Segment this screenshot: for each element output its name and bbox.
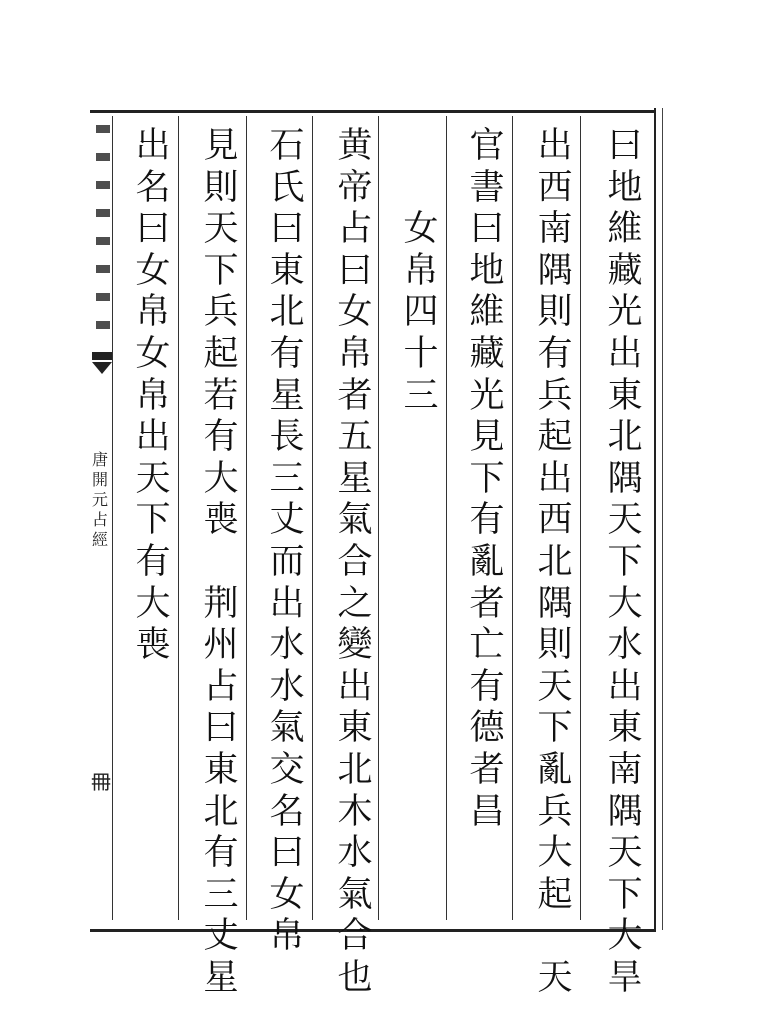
glyph: 下 xyxy=(135,500,171,541)
glyph: 有 xyxy=(203,833,239,874)
glyph: 氣 xyxy=(269,708,305,749)
glyph: 星 xyxy=(203,957,239,998)
glyph: 西 xyxy=(537,500,573,541)
glyph: 兵 xyxy=(537,375,573,416)
glyph: 兵 xyxy=(203,292,239,333)
glyph: 三 xyxy=(269,458,305,499)
glyph: 出 xyxy=(607,666,643,707)
glyph: 下 xyxy=(203,250,239,291)
glyph: 喪 xyxy=(135,625,171,666)
glyph: 出 xyxy=(537,126,573,166)
fish-tail-bottom xyxy=(92,362,112,374)
glyph: 帛 xyxy=(337,333,373,374)
glyph: 名 xyxy=(269,791,305,832)
glyph: 曰 xyxy=(337,250,373,291)
glyph: 出 xyxy=(269,583,305,624)
glyph: 起 xyxy=(537,417,573,458)
text-column xyxy=(262,126,312,958)
text-column xyxy=(396,126,446,417)
glyph: 星 xyxy=(337,458,373,499)
glyph: 女 xyxy=(403,209,439,250)
column-rule xyxy=(312,116,313,920)
glyph: 北 xyxy=(607,417,643,458)
glyph: 起 xyxy=(537,874,573,915)
glyph: 兵 xyxy=(537,791,573,832)
glyph: 出 xyxy=(135,126,171,166)
glyph: 氏 xyxy=(269,167,305,208)
glyph: 隅 xyxy=(537,583,573,624)
glyph: 也 xyxy=(337,957,373,998)
margin-glyph: 元 xyxy=(91,490,108,509)
glyph: 亡 xyxy=(469,625,505,666)
margin-book-title xyxy=(90,450,110,550)
text-column xyxy=(462,126,512,833)
glyph: 帛 xyxy=(269,916,305,957)
glyph: 光 xyxy=(607,292,643,333)
glyph: 五 xyxy=(337,417,373,458)
glyph: 出 xyxy=(337,666,373,707)
glyph: 長 xyxy=(269,417,305,458)
glyph: 維 xyxy=(469,292,505,333)
glyph: 占 xyxy=(203,666,239,707)
glyph: 石 xyxy=(269,126,305,166)
glyph: 有 xyxy=(469,666,505,707)
glyph: 起 xyxy=(203,333,239,374)
glyph: 合 xyxy=(337,541,373,582)
margin-glyph: 開 xyxy=(91,470,108,489)
glyph: 者 xyxy=(337,375,373,416)
glyph: 南 xyxy=(537,209,573,250)
glyph: 者 xyxy=(469,583,505,624)
glyph xyxy=(399,168,443,210)
glyph: 出 xyxy=(537,458,573,499)
page-number: 𠕋 xyxy=(91,770,111,794)
glyph: 旱 xyxy=(607,957,643,998)
column-rule xyxy=(112,116,113,920)
glyph: 曰 xyxy=(203,708,239,749)
glyph: 有 xyxy=(469,500,505,541)
glyph: 大 xyxy=(607,583,643,624)
glyph: 水 xyxy=(607,625,643,666)
fish-tail-top xyxy=(92,352,112,360)
glyph: 水 xyxy=(337,833,373,874)
glyph: 光 xyxy=(469,375,505,416)
column-rule xyxy=(446,116,447,920)
text-column xyxy=(600,126,650,999)
glyph: 者 xyxy=(469,749,505,790)
text-column xyxy=(530,126,580,999)
column-rule xyxy=(178,116,179,920)
glyph: 則 xyxy=(203,167,239,208)
glyph: 喪 xyxy=(203,500,239,541)
glyph: 四 xyxy=(403,292,439,333)
glyph: 有 xyxy=(135,541,171,582)
glyph: 隅 xyxy=(607,458,643,499)
margin-glyph: 唐 xyxy=(91,450,108,469)
glyph: 出 xyxy=(607,333,643,374)
glyph: 東 xyxy=(203,749,239,790)
glyph: 天 xyxy=(537,957,573,998)
glyph: 德 xyxy=(469,708,505,749)
glyph xyxy=(399,126,443,168)
glyph: 藏 xyxy=(607,250,643,291)
margin-glyph: 占 xyxy=(91,510,108,529)
glyph: 下 xyxy=(607,874,643,915)
glyph: 交 xyxy=(269,749,305,790)
glyph: 丈 xyxy=(269,500,305,541)
glyph: 見 xyxy=(469,417,505,458)
glyph: 維 xyxy=(607,209,643,250)
glyph: 占 xyxy=(337,209,373,250)
margin-header-glyphs xyxy=(96,125,110,335)
glyph: 出 xyxy=(135,417,171,458)
glyph: 水 xyxy=(269,666,305,707)
glyph: 星 xyxy=(269,375,305,416)
glyph: 曰 xyxy=(269,209,305,250)
glyph: 帛 xyxy=(135,292,171,333)
glyph: 東 xyxy=(607,708,643,749)
glyph: 三 xyxy=(203,874,239,915)
glyph: 帛 xyxy=(135,375,171,416)
glyph: 亂 xyxy=(469,541,505,582)
glyph: 見 xyxy=(203,126,239,166)
glyph: 天 xyxy=(607,500,643,541)
glyph: 十 xyxy=(403,333,439,374)
glyph: 曰 xyxy=(607,126,643,166)
glyph: 帛 xyxy=(403,250,439,291)
column-rule xyxy=(512,116,513,920)
glyph: 黄 xyxy=(337,126,373,166)
glyph: 則 xyxy=(537,292,573,333)
glyph: 大 xyxy=(203,458,239,499)
glyph: 下 xyxy=(537,708,573,749)
glyph: 女 xyxy=(337,292,373,333)
glyph: 下 xyxy=(469,458,505,499)
margin-glyph: 經 xyxy=(91,530,108,549)
glyph: 而 xyxy=(269,541,305,582)
glyph: 北 xyxy=(269,292,305,333)
glyph: 官 xyxy=(469,126,505,166)
glyph: 大 xyxy=(135,583,171,624)
glyph: 東 xyxy=(337,708,373,749)
column-rule xyxy=(246,116,247,920)
right-border xyxy=(654,108,663,930)
glyph: 書 xyxy=(469,167,505,208)
glyph: 天 xyxy=(607,833,643,874)
glyph xyxy=(533,916,577,958)
glyph: 則 xyxy=(537,625,573,666)
glyph: 州 xyxy=(203,625,239,666)
glyph: 氣 xyxy=(337,500,373,541)
glyph: 三 xyxy=(403,375,439,416)
glyph: 之 xyxy=(337,583,373,624)
glyph: 水 xyxy=(269,625,305,666)
text-column xyxy=(128,126,178,667)
glyph: 地 xyxy=(469,250,505,291)
glyph: 女 xyxy=(135,333,171,374)
glyph: 木 xyxy=(337,791,373,832)
glyph: 大 xyxy=(537,833,573,874)
glyph: 名 xyxy=(135,167,171,208)
glyph: 東 xyxy=(607,375,643,416)
glyph: 西 xyxy=(537,167,573,208)
glyph: 有 xyxy=(537,333,573,374)
text-column xyxy=(196,126,246,999)
glyph: 變 xyxy=(337,625,373,666)
glyph: 丈 xyxy=(203,916,239,957)
glyph: 有 xyxy=(203,417,239,458)
glyph: 北 xyxy=(337,749,373,790)
glyph: 昌 xyxy=(469,791,505,832)
glyph: 藏 xyxy=(469,333,505,374)
glyph: 亂 xyxy=(537,749,573,790)
glyph: 合 xyxy=(337,916,373,957)
glyph: 天 xyxy=(203,209,239,250)
glyph: 隅 xyxy=(537,250,573,291)
glyph: 女 xyxy=(269,874,305,915)
glyph: 氣 xyxy=(337,874,373,915)
glyph xyxy=(199,542,243,584)
glyph: 南 xyxy=(607,749,643,790)
glyph: 天 xyxy=(537,666,573,707)
glyph: 地 xyxy=(607,167,643,208)
glyph: 曰 xyxy=(269,833,305,874)
glyph: 天 xyxy=(135,458,171,499)
glyph: 北 xyxy=(203,791,239,832)
glyph: 有 xyxy=(269,333,305,374)
glyph: 大 xyxy=(607,916,643,957)
glyph: 曰 xyxy=(469,209,505,250)
glyph: 下 xyxy=(607,541,643,582)
glyph: 曰 xyxy=(135,209,171,250)
glyph: 帝 xyxy=(337,167,373,208)
glyph: 北 xyxy=(537,541,573,582)
glyph: 荆 xyxy=(203,583,239,624)
glyph: 若 xyxy=(203,375,239,416)
glyph: 隅 xyxy=(607,791,643,832)
glyph: 東 xyxy=(269,250,305,291)
text-column xyxy=(330,126,380,999)
glyph: 女 xyxy=(135,250,171,291)
column-rule xyxy=(580,116,581,920)
